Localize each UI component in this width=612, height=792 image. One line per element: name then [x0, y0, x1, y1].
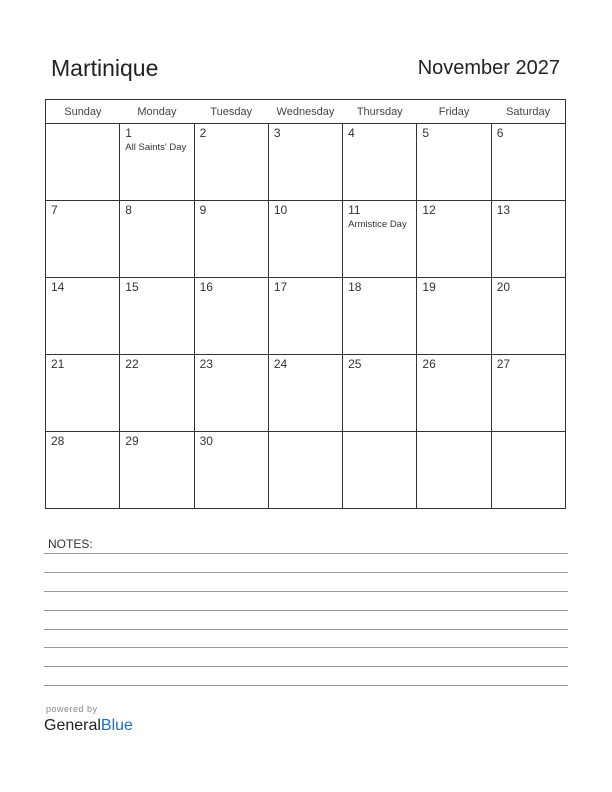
day-cell — [491, 432, 565, 509]
notes-line — [44, 610, 568, 611]
day-number: 15 — [125, 280, 139, 294]
day-number: 13 — [496, 203, 511, 217]
weekday-sunday: Sunday — [46, 100, 120, 124]
day-number: 28 — [51, 434, 65, 448]
logo-general: General — [44, 717, 101, 734]
day-number: 10 — [273, 203, 288, 217]
day-cell — [46, 355, 120, 432]
weekday-monday: Monday — [120, 100, 194, 124]
day-number: 19 — [422, 280, 436, 294]
weekday-friday: Friday — [417, 100, 491, 124]
day-number: 23 — [199, 357, 213, 371]
day-number: 12 — [422, 203, 436, 217]
holiday-label: Armistice Day — [348, 219, 407, 230]
day-cell — [491, 124, 565, 201]
day-cell — [268, 201, 342, 278]
day-cell — [343, 201, 417, 278]
day-cell — [120, 201, 194, 278]
day-number: 24 — [273, 357, 288, 371]
week-row — [46, 278, 566, 355]
notes-line — [44, 591, 568, 592]
day-cell — [417, 355, 491, 432]
weekday-header-row — [46, 100, 566, 124]
day-cell — [194, 355, 268, 432]
day-cell — [343, 124, 417, 201]
powered-by-text: powered by — [46, 704, 98, 714]
day-cell — [268, 124, 342, 201]
day-cell — [268, 355, 342, 432]
day-number: 5 — [422, 126, 430, 140]
notes-label: NOTES: — [48, 537, 93, 551]
day-number: 17 — [273, 280, 288, 294]
day-number: 26 — [422, 357, 436, 371]
day-cell — [343, 278, 417, 355]
day-number: 21 — [51, 357, 65, 371]
day-cell — [343, 432, 417, 509]
logo-blue: Blue — [100, 717, 133, 734]
day-number: 9 — [199, 203, 207, 217]
day-number: 4 — [348, 126, 355, 140]
week-row — [46, 432, 566, 509]
day-cell — [417, 278, 491, 355]
calendar-title: Martinique — [51, 55, 159, 81]
day-number: 25 — [348, 357, 362, 371]
weekday-wednesday: Wednesday — [268, 100, 342, 124]
day-cell — [491, 278, 565, 355]
day-cell — [194, 124, 268, 201]
day-number: 14 — [51, 280, 65, 294]
day-cell — [46, 278, 120, 355]
day-number: 3 — [273, 126, 281, 140]
day-number: 2 — [199, 126, 207, 140]
notes-line — [44, 666, 568, 667]
day-number: 18 — [348, 280, 362, 294]
week-row — [46, 124, 566, 201]
day-cell — [343, 355, 417, 432]
weekday-tuesday: Tuesday — [194, 100, 268, 124]
day-cell — [194, 201, 268, 278]
day-cell — [268, 432, 342, 509]
day-cell — [194, 432, 268, 509]
day-cell — [268, 278, 342, 355]
day-number: 30 — [199, 434, 213, 448]
day-number: 1 — [125, 126, 132, 140]
weekday-thursday: Thursday — [343, 100, 417, 124]
day-number: 11 — [348, 203, 361, 217]
day-number: 27 — [496, 357, 511, 371]
day-cell — [417, 201, 491, 278]
day-cell — [46, 432, 120, 509]
day-cell — [120, 124, 194, 201]
generalblue-logo[interactable] — [44, 717, 133, 735]
day-number: 20 — [496, 280, 511, 294]
day-cell — [46, 201, 120, 278]
day-number: 22 — [125, 357, 139, 371]
day-number: 7 — [51, 203, 58, 217]
day-cell — [120, 278, 194, 355]
day-cell — [491, 355, 565, 432]
notes-line — [44, 572, 568, 573]
day-cell — [46, 124, 120, 201]
day-cell — [120, 432, 194, 509]
notes-line — [44, 553, 568, 554]
day-cell — [417, 124, 491, 201]
day-cell — [120, 355, 194, 432]
day-number: 29 — [125, 434, 139, 448]
week-row — [46, 355, 566, 432]
week-row — [46, 201, 566, 278]
day-cell — [194, 278, 268, 355]
calendar-grid — [45, 99, 566, 509]
day-cell — [417, 432, 491, 509]
notes-line — [44, 629, 568, 630]
weekday-saturday: Saturday — [491, 100, 565, 124]
notes-line — [44, 685, 568, 686]
day-number: 6 — [496, 126, 504, 140]
calendar-month: November 2027 — [417, 57, 560, 79]
day-cell — [491, 201, 565, 278]
day-number: 8 — [125, 203, 132, 217]
holiday-label: All Saints' Day — [125, 142, 187, 153]
notes-line — [44, 647, 568, 648]
day-number: 16 — [199, 280, 213, 294]
